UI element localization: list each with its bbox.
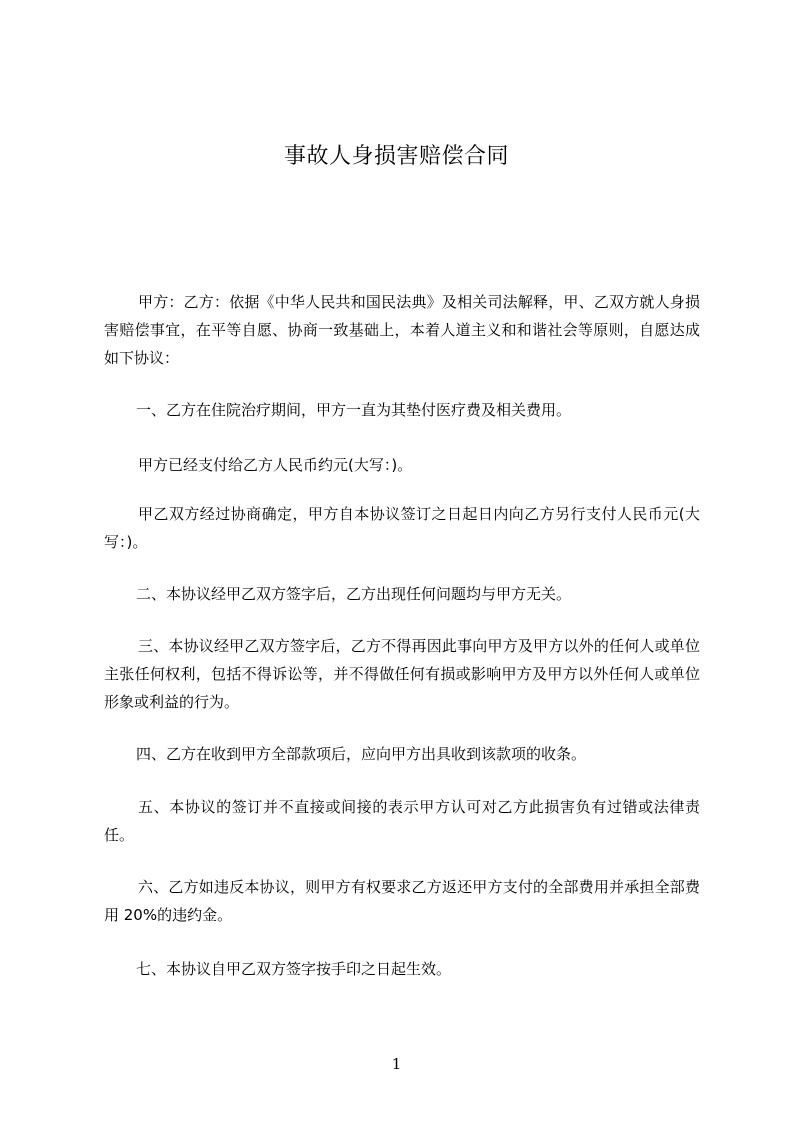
paragraph-clause-1: 一、乙方在住院治疗期间，甲方一直为其垫付医疗费及相关费用。 [136,401,572,419]
paragraph-clause-7: 七、本协议自甲乙双方签字按手印之日起生效。 [136,960,452,978]
paragraph-preamble: 甲方：乙方：依据《中华人民共和国民法典》及相关司法解释，甲、乙双方就人身损害赔偿事宜，在平等自愿、协商一致基础上，本着人道主义和和谐社会等原则，自愿达成如下协议： [104,293,700,367]
paragraph-clause-2: 二、本协议经甲乙双方签字后，乙方出现任何问题均与甲方无关。 [136,585,572,603]
document-title: 事故人身损害赔偿合同 [283,144,509,169]
page-number: 1 [391,1055,402,1073]
paragraph-clause-1-paid: 甲方已经支付给乙方人民币约元(大写：)。 [138,456,413,474]
paragraph-clause-4: 四、乙方在收到甲方全部款项后，应向甲方出具收到该款项的收条。 [136,745,587,763]
paragraph-clause-6: 六、乙方如违反本协议，则甲方有权要求乙方返还甲方支付的全部费用并承担全部费用 20%的违约金。 [104,878,700,924]
paragraph-clause-1-additional: 甲乙双方经过协商确定，甲方自本协议签订之日起日内向乙方另行支付人民币元(大写：)。 [104,505,700,551]
paragraph-clause-3: 三、本协议经甲乙双方签字后，乙方不得再因此事向甲方及甲方以外的任何人或单位主张任何权利，包括不得诉讼等，并不得做任何有损或影响甲方及甲方以外任何人或单位形象或利益的行为。 [104,637,700,711]
paragraph-clause-5: 五、本协议的签订并不直接或间接的表示甲方认可对乙方此损害负有过错或法律责任。 [104,798,700,844]
